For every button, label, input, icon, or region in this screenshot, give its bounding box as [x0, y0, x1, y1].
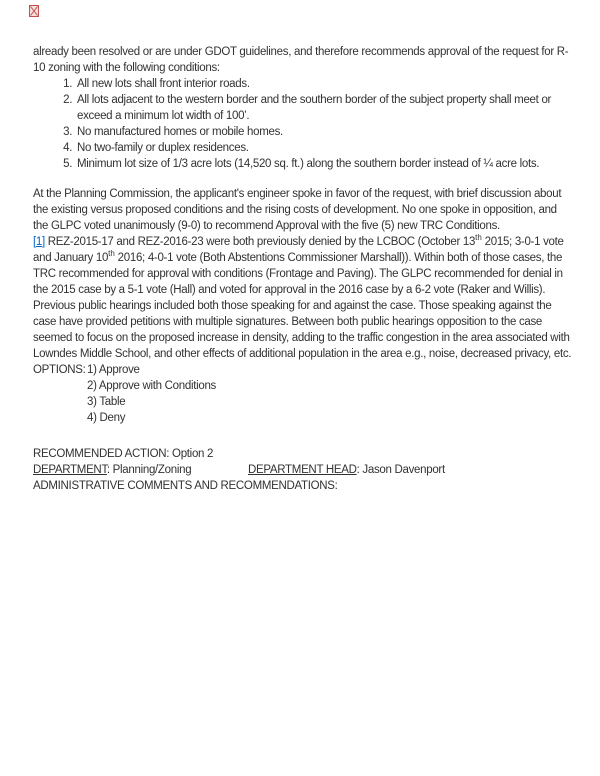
recommended-action-line [33, 446, 573, 462]
options-section [33, 362, 573, 426]
footnote-superscript: th [475, 233, 482, 243]
condition-item: 3. No manufactured homes or mobile homes. [75, 124, 573, 140]
condition-item: 4. No two-family or duplex residences. [75, 140, 573, 156]
recommended-action-value: Option 2 [169, 448, 214, 460]
footnote-paragraph [33, 234, 573, 362]
department-head-group [248, 464, 445, 476]
footnote-text-segment: 2016; 4-0-1 vote (Both Abstentions Commissioner Marshall)). Within both of those cases, the TRC recommended for approval with conditions (Frontage and Paving). The GLPC recommended for denial in the 2015 case by a 5-1 vote (Hall) and voted for approval in the 2016 case by a 6-2 vote (Raker and Willis). Previous public hearings included both those speaking for and against the case. Those speaking against the case have provided petitions with multiple signatures. Between both public hearings opposition to the case seemed to focus on the proposed increase in density, adding to the traffic congestion in the area associated with Lowndes Middle School, and other effects of additional population in the area e.g., noise, decreased privacy, etc. [33, 252, 572, 360]
option-item: 1) Approve [87, 364, 140, 376]
footnote-text-segment: 2015; 3-0-1 vote and January 10 [33, 236, 564, 264]
option-item: 2) Approve with Conditions [87, 380, 216, 392]
condition-item: 2. All lots adjacent to the western border and the southern border of the subject property shall meet or exceed a minimum lot width of 100’. [75, 92, 573, 124]
commission-paragraph: At the Planning Commission, the applicant's engineer spoke in favor of the request, with brief discussion about the existing versus proposed conditions and the rising costs of development. No one spoke in opposition, and the GLPC voted unanimously (9-0) to recommend Approval with the five (5) new TRC Conditions. [33, 188, 562, 232]
department-head-value: : Jason Davenport [356, 464, 445, 476]
admin-comments-heading: ADMINISTRATIVE COMMENTS AND RECOMMENDATIONS: [33, 480, 338, 492]
department-line [33, 462, 573, 478]
footnote-ref-link[interactable]: [1] [33, 236, 45, 248]
document-body [33, 44, 573, 494]
conditions-list [33, 76, 573, 172]
options-label: OPTIONS: [33, 364, 86, 376]
department-label: DEPARTMENT [33, 464, 107, 476]
intro-paragraph: already been resolved or are under GDOT guidelines, and therefore recommends approval of the request for R-10 zoning with the following conditions: [33, 46, 569, 74]
condition-item: 1. All new lots shall front interior roads. [75, 76, 573, 92]
department-head-label: DEPARTMENT HEAD [248, 464, 357, 476]
footnote-text-segment: REZ-2015-17 and REZ-2016-23 were both previously denied by the LCBOC (October 13 [44, 236, 476, 248]
broken-image-icon [29, 5, 39, 17]
options-list [87, 362, 573, 426]
recommended-action-label: RECOMMENDED ACTION: [33, 448, 170, 460]
department-value: : Planning/Zoning [106, 464, 192, 476]
condition-item: 5. Minimum lot size of 1/3 acre lots (14,520 sq. ft.) along the southern border instead of ¼ acre lots. [75, 156, 573, 172]
option-item: 4) Deny [87, 412, 126, 424]
footnote-superscript: th [108, 249, 115, 259]
department-group [33, 462, 248, 478]
option-item: 3) Table [87, 396, 126, 408]
